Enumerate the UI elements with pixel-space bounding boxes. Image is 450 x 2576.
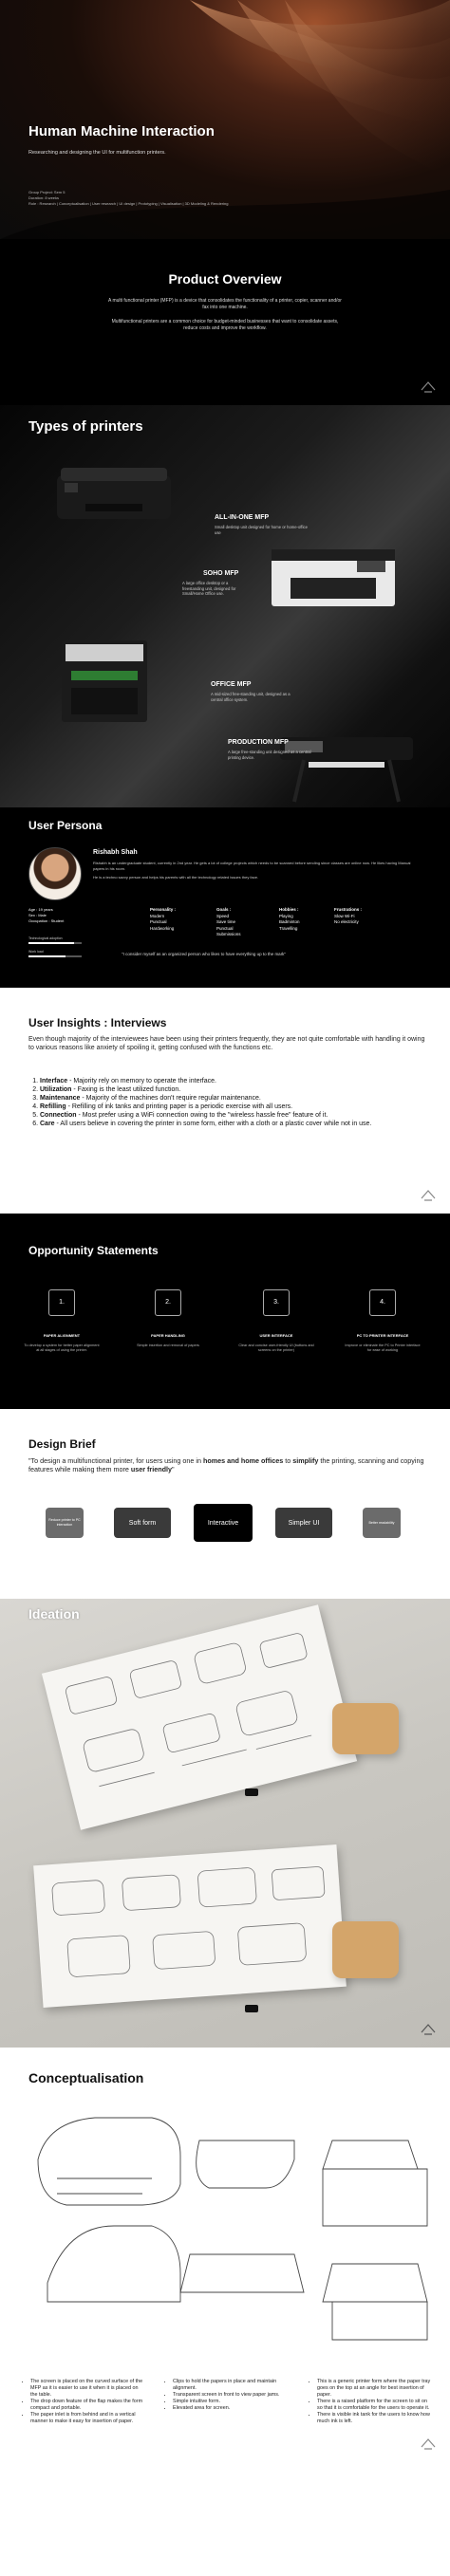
insight-text: - All users believe in covering the printer in some form, either with a cloth or a plastic cover while not in use. [54, 1121, 372, 1127]
project-meta [28, 190, 229, 207]
user-insights-section [0, 988, 450, 1214]
opportunity-card [129, 1289, 207, 1348]
persona-bio [93, 861, 416, 880]
opportunity-number: 4. [369, 1289, 396, 1316]
brief-text: the printing, scanning and copying features while making them more [28, 1456, 424, 1473]
list-item [40, 1094, 427, 1103]
tech-adoption-fill [28, 942, 74, 944]
workload-bar [28, 955, 82, 957]
logo-icon [420, 2021, 437, 2038]
concept-sketches [19, 2103, 437, 2368]
bio-line: Rishabh is an undergraduate student, currently in 2nd year. He gets a lot of college projects which needs to be scanned before sending since classes are online now. He likes having Manual papers in his room. [93, 861, 411, 871]
insight-text: - Majority of the machines don't require regular maintenance. [80, 1095, 261, 1102]
brief-chip: Reduce printer to PC interaction [46, 1508, 84, 1538]
wooden-tray-image [332, 1921, 399, 1978]
personality-list [150, 907, 176, 932]
insights-lead: Even though majority of the interviewees have been using their printers frequently, they are not quite comfortable with handling it owing to various reasons like anxiety of spoiling it, getting confused with the functions etc. [28, 1036, 425, 1051]
list-item [40, 1103, 427, 1111]
insight-text: - Majority rely on memory to operate the interface. [67, 1078, 216, 1084]
opportunity-desc: To develop a system for better paper alignment at all stages of using the printer. [24, 1344, 100, 1352]
insight-key: Utilization [40, 1086, 72, 1093]
overview-paragraph: A multi functional printer (MFP) is a device that consolidates the functionality of a printer, copier, scanner and/or fax into one machine. [108, 298, 342, 310]
persona-sex: Sex : Male [28, 913, 47, 917]
printer-type-title: ALL-IN-ONE MFP [215, 514, 270, 521]
persona-name: Rishabh Shah [93, 849, 138, 856]
list-item: Speed [216, 913, 230, 918]
list-item: Modern [150, 913, 165, 918]
production-printer-image [275, 728, 418, 804]
section-title: Ideation [28, 1606, 80, 1622]
section-title: User Persona [28, 819, 103, 832]
section-title: Opportunity Statements [28, 1244, 159, 1257]
list-item: Punctual [216, 925, 234, 931]
brief-chip: Simpler UI [275, 1508, 332, 1538]
frustrations-list [334, 907, 362, 926]
list-item: • There is a raised platform for the screen to sit on so that it is comfortable for the users to operate it. [317, 2399, 433, 2412]
opportunity-title: PAPER ALIGNMENT [43, 1333, 81, 1338]
logo-icon [420, 1187, 437, 1204]
insight-text: - Refilling of ink tanks and printing paper is a periodic exercise with all users. [66, 1103, 293, 1110]
list-item: No electricity [334, 919, 359, 924]
opportunity-number: 3. [263, 1289, 290, 1316]
insight-key: Maintenance [40, 1095, 81, 1102]
printer-type-desc: A large free-standing unit designed as a central printing device. [228, 750, 311, 760]
logo-icon [420, 379, 437, 396]
hero-section [0, 0, 450, 239]
list-item: Travelling [279, 925, 298, 931]
sketch-drawings [42, 1604, 357, 1830]
insight-text: - Most prefer using a WiFi connection owing to the "wireless hassle free" feature of it. [76, 1112, 328, 1119]
list-item [40, 1085, 427, 1094]
list-item: • This is a generic printer form where the paper tray goes on the top at an angle for best insertion of paper. [317, 2379, 433, 2399]
list-item: Hardworking [150, 925, 175, 931]
binder-clip-image [245, 2005, 258, 2012]
office-printer-image [52, 633, 157, 728]
list-item: • The screen is placed on the curved surface of the MFP as it is easier to use it when it is placed on the table. [30, 2379, 146, 2399]
bio-line: He is a techno savvy person and helps his parents with all the technology related issues they face. [93, 875, 259, 880]
insight-key: Refilling [40, 1103, 66, 1110]
persona-age: Age : 19 years [28, 907, 53, 912]
list-item: Submissions [216, 932, 241, 936]
list-item: • Simple intuitive form. [173, 2399, 289, 2405]
insight-key: Connection [40, 1112, 77, 1119]
printer-type-title: OFFICE MFP [211, 681, 252, 688]
printer-type-desc: A large office desktop or a freestanding unit, designed for Small/Home Office use. [182, 581, 236, 596]
brief-text: " [172, 1465, 175, 1473]
workload-fill [28, 955, 66, 957]
opportunity-statements-section [0, 1214, 450, 1409]
user-persona-section [0, 807, 450, 988]
brief-emphasis: simplify [292, 1456, 319, 1465]
list-item: Punctual [150, 919, 167, 924]
meta-duration: Duration: 8 weeks [28, 195, 60, 200]
avatar [28, 847, 82, 900]
list-item: • There is visible ink tank for the users to know how much ink is left. [317, 2412, 433, 2425]
brief-emphasis: user friendly [130, 1465, 172, 1473]
meta-project: Group Project: Sem 5 [28, 190, 66, 195]
page-subtitle: Researching and designing the UI for multifunction printers. [28, 150, 166, 156]
list-item: Slow Wi-Fi [334, 913, 355, 918]
brief-text: "To design a multifunctional printer, for users using one in [28, 1456, 203, 1465]
workload-label: Work load [28, 950, 44, 954]
sketch-sheet-image [42, 1604, 357, 1830]
opportunity-desc: Improve or eliminate the PC to Printer interface for ease of working [345, 1344, 421, 1352]
design-brief-section [0, 1409, 450, 1599]
section-title: Product Overview [168, 271, 282, 287]
ideation-section [0, 1599, 450, 2048]
personality-label: Personality : [150, 907, 177, 912]
list-item: • The paper inlet is from behind and in a vertical manner to make it easy for insertion of paper. [30, 2412, 146, 2425]
goals-label: Goals : [216, 907, 232, 912]
insight-key: Care [40, 1121, 55, 1127]
insight-text: - Faxing is the least utilized function. [71, 1086, 181, 1093]
product-overview-section [0, 239, 450, 405]
printer-type-desc: A mid-sized free-standing unit, designed as a central office system. [211, 692, 291, 702]
meta-role: Role : Research | Conceptualisation | User research | UI design | Prototyping | Visualisation | 3D Modeling & Rendering [28, 201, 229, 206]
binder-clip-image [245, 1788, 258, 1796]
goals-list [216, 907, 241, 938]
list-item [40, 1077, 427, 1085]
section-title: Design Brief [28, 1437, 96, 1451]
brief-chip: Better readability [363, 1508, 401, 1538]
opportunity-title: PC TO PRINTER INTERFACE [356, 1333, 409, 1338]
opportunity-title: USER INTERFACE [259, 1333, 293, 1338]
printer-type-title: SOHO MFP [203, 570, 239, 577]
frustrations-label: Frustrations : [334, 907, 363, 912]
concept-notes [165, 2379, 289, 2412]
page-title: Human Machine Interaction [28, 123, 215, 139]
list-item: • Transparent screen in front to view paper jams. [173, 2392, 289, 2399]
brief-chip: Soft form [114, 1508, 171, 1538]
section-title: User Insights : Interviews [28, 1016, 167, 1029]
list-item: • The drop down feature of the flap makes the form compact and portable. [30, 2399, 146, 2412]
list-item: • Clips to hold the papers in place and maintain alignment. [173, 2379, 289, 2392]
opportunity-card [237, 1289, 315, 1353]
overview-paragraph: Multifunctional printers are a common choice for budget-minded businesses that want to consolidate assets, reduce costs and improve the workflow. [111, 319, 339, 331]
conceptualisation-section [0, 2048, 450, 2462]
tech-adoption-label: Technological adoption [28, 936, 63, 940]
tech-adoption-bar [28, 942, 82, 944]
list-item [40, 1120, 427, 1128]
brief-chip: Interactive [194, 1504, 253, 1542]
printer-types-section [0, 405, 450, 807]
persona-quote: "I consider myself as an organized person who likes to have everything up to the mark" [122, 952, 287, 956]
brief-text: to [283, 1456, 293, 1465]
logo-icon [420, 2436, 437, 2453]
section-title: Types of printers [28, 418, 143, 435]
opportunity-card [23, 1289, 101, 1353]
opportunity-number: 2. [155, 1289, 181, 1316]
hobbies-list [279, 907, 300, 932]
concept-notes [23, 2379, 146, 2425]
list-item: Save time [216, 919, 236, 924]
printer-type-desc: Small desktop unit designed for home or home-office use [215, 525, 308, 535]
opportunity-title: PAPER HANDLING [151, 1333, 185, 1338]
persona-occupation: Occupation : Student [28, 918, 65, 923]
brief-emphasis: homes and home offices [202, 1456, 284, 1465]
printer-type-title: PRODUCTION MFP [228, 739, 289, 746]
list-item [40, 1111, 427, 1120]
persona-basic-info [28, 907, 64, 924]
wooden-tray-image [332, 1703, 399, 1754]
insights-list [28, 1077, 427, 1128]
hobbies-label: Hobbies : [279, 907, 299, 912]
sketch-drawings [33, 1844, 347, 2008]
sketch-sheet-image [33, 1844, 347, 2008]
opportunity-desc: Clear and concise user-friendly UI (buttons and screens on the printer) [238, 1344, 314, 1352]
opportunity-desc: Simple insertion and removal of papers [137, 1344, 199, 1347]
opportunity-number: 1. [48, 1289, 75, 1316]
list-item: Playing [279, 913, 293, 918]
section-title: Conceptualisation [28, 2070, 144, 2085]
all-in-one-printer-image [47, 454, 180, 528]
list-item: • Elevated area for screen. [173, 2405, 289, 2412]
insight-key: Interface [40, 1078, 68, 1084]
opportunity-card [344, 1289, 422, 1353]
list-item: Badminton [279, 919, 300, 924]
design-brief-statement [28, 1456, 437, 1473]
soho-printer-image [262, 540, 404, 616]
concept-notes [309, 2379, 433, 2425]
